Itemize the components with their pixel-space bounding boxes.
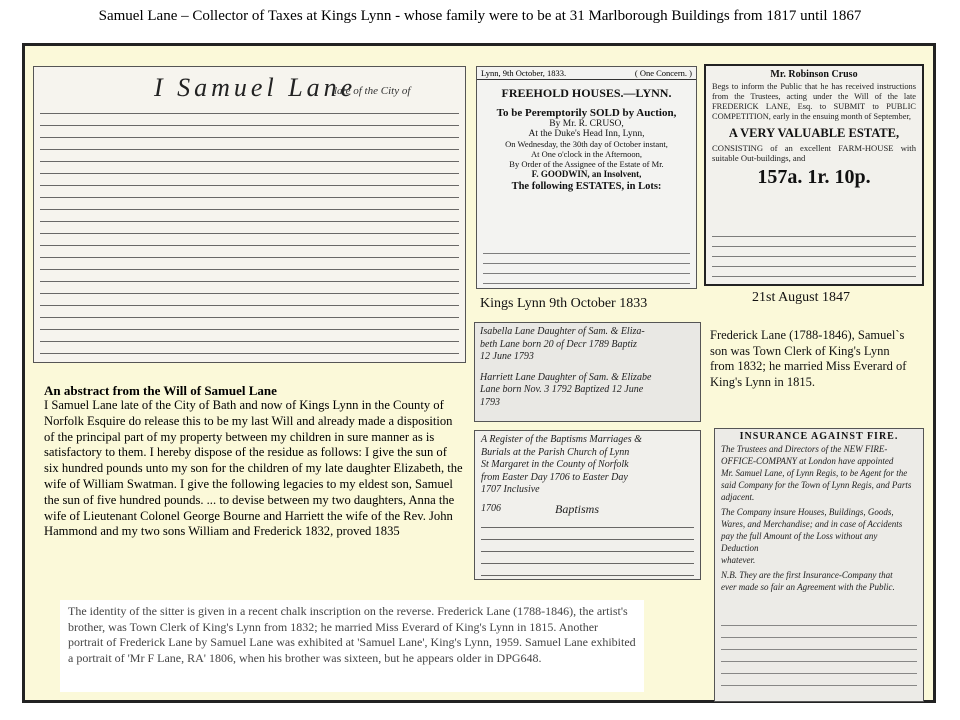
newspaper-1833-line4: On Wednesday, the 30th day of October instant, <box>505 139 668 149</box>
abstract-title: An abstract from the Will of Samuel Lane <box>44 383 277 398</box>
insurance-line-8: pay the full Amount of the Loss without any Deduction <box>721 531 878 553</box>
newspaper-1847-caption: 21st August 1847 <box>752 290 851 305</box>
newspaper-1833-headline: FREEHOLD HOUSES.—LYNN. <box>501 86 672 100</box>
baptism-line-2: beth Lane born 20 of Decr 1789 Baptiz <box>480 338 637 350</box>
will-manuscript-image <box>33 66 466 363</box>
insurance-notice-clipping <box>714 428 924 702</box>
newspaper-1833-clipping <box>476 66 697 289</box>
baptism-line-4: Harriett Lane Daughter of Sam. & Elizabe <box>480 371 652 383</box>
register-year: 1706 <box>481 503 501 514</box>
newspaper-1847-clipping <box>704 64 924 286</box>
baptism-line-6: 1793 <box>480 396 500 408</box>
newspaper-1847-area: 157a. 1r. 10p. <box>757 166 871 188</box>
insurance-line-2: OFFICE-COMPANY at London have appointed <box>721 456 894 466</box>
newspaper-1833-line1: To be Peremptorily SOLD by Auction, <box>496 107 677 119</box>
insurance-line-10: N.B. They are the first Insurance-Company that <box>721 570 893 580</box>
newspaper-1847-headline: A VERY VALUABLE ESTATE, <box>728 126 900 140</box>
will-opening: late of the City of <box>334 85 411 97</box>
baptism-record-image <box>474 322 701 422</box>
newspaper-1833-line5: At One o'clock in the Afternoon, <box>530 149 643 159</box>
newspaper-1833-caption: Kings Lynn 9th October 1833 <box>480 296 648 311</box>
newspaper-1833-line2: By Mr. R. CRUSO, <box>549 119 624 129</box>
insurance-line-5: adjacent. <box>721 492 755 502</box>
baptism-line-1: Isabella Lane Daughter of Sam. & Eliza- <box>480 326 645 337</box>
insurance-line-11: ever made so fair an Agreement with the Public. <box>721 582 895 592</box>
newspaper-1833-line6: By Order of the Assignee of the Estate of Mr. <box>509 159 664 169</box>
baptism-line-5: Lane born Nov. 3 1792 Baptized 12 June <box>480 384 644 395</box>
newspaper-1833-date: Lynn, 9th October, 1833. <box>481 68 567 78</box>
insurance-line-7: Wares, and Merchandise; and in case of Accidents <box>721 519 903 529</box>
newspaper-1847-consisting: CONSISTING of an excellent FARM-HOUSE with suitable Out-buildings, and <box>712 143 916 163</box>
newspaper-1833-line3: At the Duke's Head Inn, Lynn, <box>528 129 645 139</box>
newspaper-1847-header: Mr. Robinson Cruso <box>770 69 858 80</box>
register-heading: Baptisms <box>555 502 600 516</box>
insurance-line-4: said Company for the Town of Lynn Regis, and Parts <box>721 480 912 490</box>
insurance-header: INSURANCE AGAINST FIRE. <box>739 431 899 442</box>
baptism-register-image <box>474 430 701 580</box>
abstract-body: I Samuel Lane late of the City of Bath and now of Kings Lynn in the County of Norfolk Esquire do release this to be my last Will and already made a disposition of the principal part of my property between my children in sure manner as is satisfactory to them. I hereby dispose of the residue as follows: I give the sun of six hundred pounds unto my son for the children of my late daughter Elizabeth, the wife of William Swatman. I give the following legacies to my eldest son, Samuel the sun of five hundred pounds. ... to devise between my two daughters, Anna the wife of Lieutenant Colonel George Bourne and Harriett the wife of the Rev. John Hammond and my two sons William and Frederick 1832, proved 1835 <box>44 398 463 539</box>
insurance-line-3: Mr. Samuel Lane, of Lynn Regis, to be Agent for the <box>721 468 908 478</box>
insurance-line-1: The Trustees and Directors of the NEW FIRE- <box>721 444 888 454</box>
newspaper-1833-line7: F. GOODWIN, an Insolvent, <box>531 169 642 179</box>
identity-note: The identity of the sitter is given in a recent chalk inscription on the reverse. Frederick Lane (1788-1846), the artist's brother, was Town Clerk of King's Lynn from 1832; he married Miss Everard of King's Lynn in 1815. Another portrait of Frederick Lane by Samuel Lane was exhibited at 'Samuel Lane', King's Lynn, 1959. Samuel Lane exhibited a portrait of 'Mr F Lane, RA' 1806, when his brother was sixteen, but he appears older in DPG648. <box>60 600 644 692</box>
register-line-4: from Easter Day 1706 to Easter Day <box>481 471 628 483</box>
insurance-line-6: The Company insure Houses, Buildings, Goods, <box>721 507 894 517</box>
newspaper-1833-concern: ( One Concern. ) <box>634 68 692 78</box>
newspaper-1833-line8: The following ESTATES, in Lots: <box>511 181 662 192</box>
frederick-lane-caption: Frederick Lane (1788-1846), Samuel`s son was Town Clerk of King's Lynn from 1832; he married Miss Everard of King's Lynn in 1815. <box>710 328 907 389</box>
baptism-line-3: 12 June 1793 <box>480 351 534 362</box>
will-heading: I Samuel Lane <box>154 73 357 102</box>
register-line-5: 1707 Inclusive <box>481 484 540 495</box>
newspaper-1847-intro: Begs to inform the Public that he has received instructions from the Trustees, acting under the Will of the late FREDERICK LANE, Esq. to SUBMIT to PUBLIC COMPETITION, early in the ensuing month of September, <box>712 82 916 121</box>
register-line-2: Burials at the Parish Church of Lynn <box>481 446 630 458</box>
register-line-1: A Register of the Baptisms Marriages & <box>481 434 642 445</box>
register-line-3: St Margaret in the County of Norfolk <box>481 459 629 470</box>
insurance-line-9: whatever. <box>721 555 756 565</box>
page-title: Samuel Lane – Collector of Taxes at Kings Lynn - whose family were to be at 31 Marlborough Buildings from 1817 until 1867 <box>98 8 862 24</box>
